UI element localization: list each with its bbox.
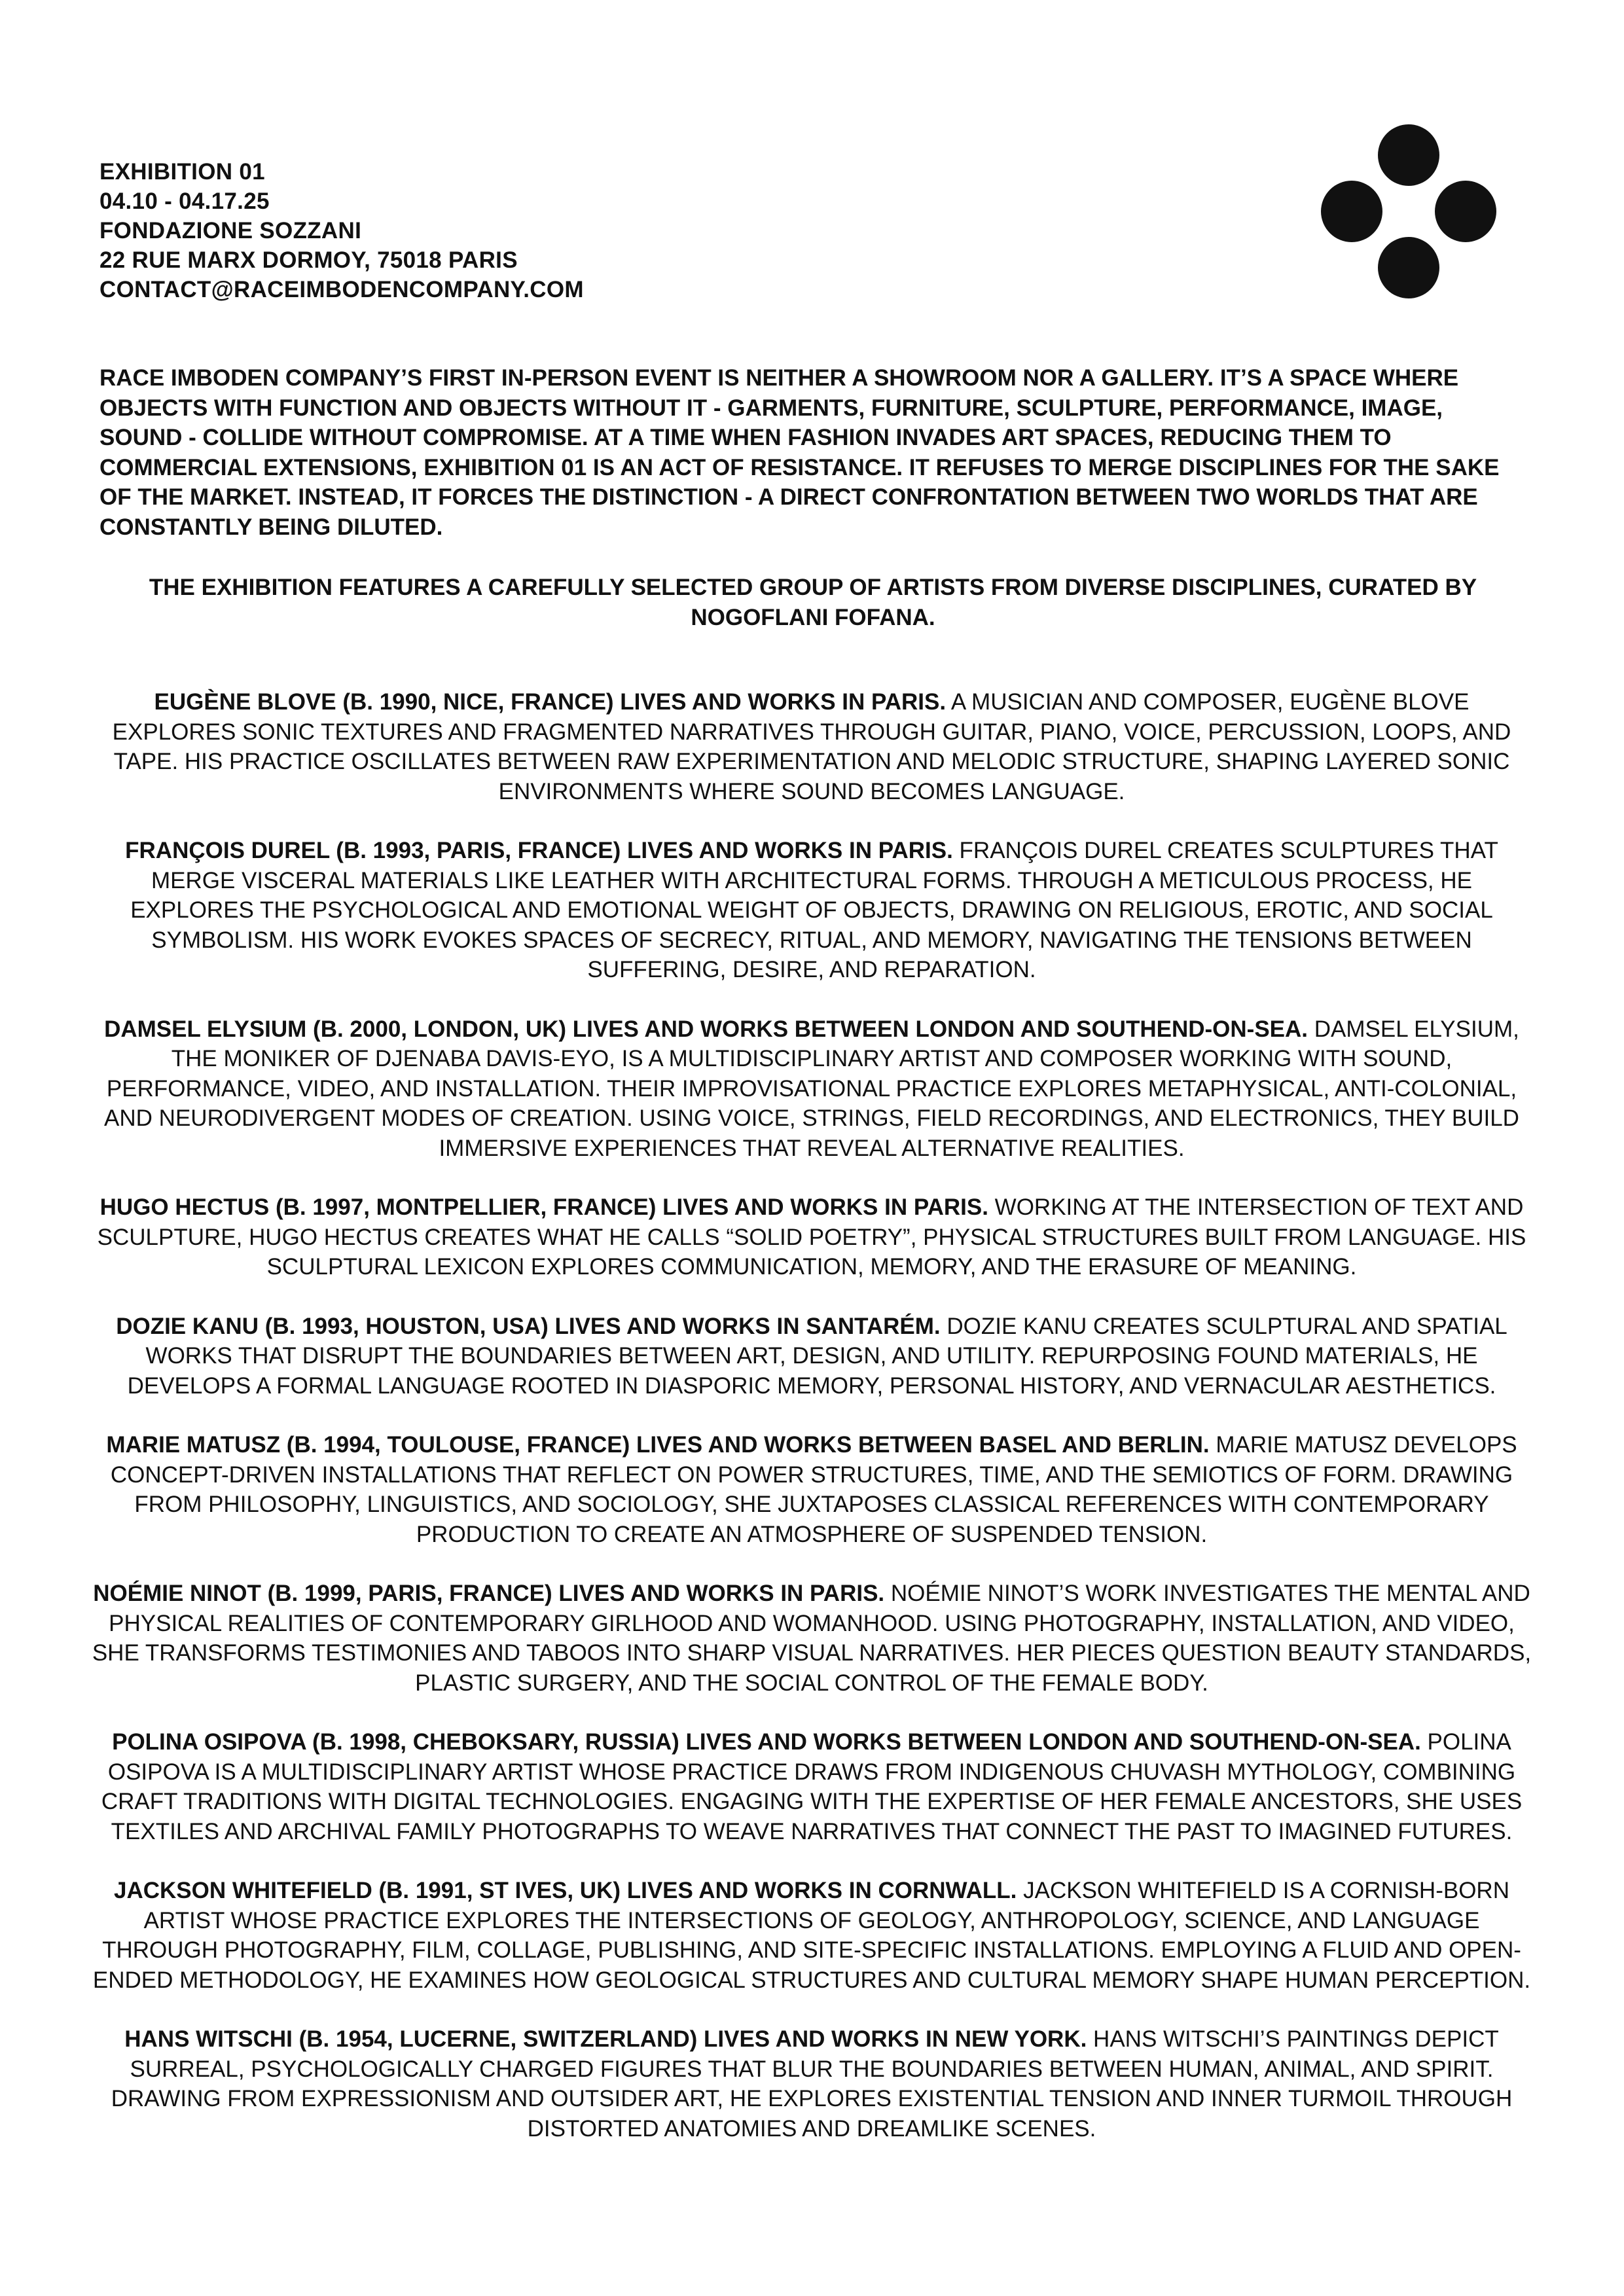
artist-description: FRANÇOIS DUREL CREATES SCULPTURES THAT MERGE VISCERAL MATERIALS LIKE LEATHER WITH ARCHITECTURAL FORMS. THROUGH A METICULOUS PROCESS, HE EXPLORES THE PSYCHOLOGICAL AND EMOTIONAL WEIGHT OF OBJECTS, DRAWING ON RELIGIOUS, EROTIC, AND SOCIAL SYMBOLISM. HIS WORK EVOKES SPACES OF SECRECY, RITUAL, AND MEMORY, NAVIGATING THE TENSIONS BETWEEN SUFFERING, DESIRE, AND REPARATION.: [130, 838, 1498, 982]
artist-heading: POLINA OSIPOVA (B. 1998, CHEBOKSARY, RUSSIA) LIVES AND WORKS BETWEEN LONDON AND SOUTHEND-ON-SEA.: [112, 1729, 1421, 1755]
artist-bio: [92, 1312, 1532, 1401]
artist-list: [92, 687, 1532, 2173]
artist-heading: HUGO HECTUS (B. 1997, MONTPELLIER, FRANCE) LIVES AND WORKS IN PARIS.: [99, 1194, 988, 1220]
artist-description: POLINA OSIPOVA IS A MULTIDISCIPLINARY ARTIST WHOSE PRACTICE DRAWS FROM INDIGENOUS CHUVASH MYTHOLOGY, COMBINING CRAFT TRADITIONS WITH DIGITAL TECHNOLOGIES. ENGAGING WITH THE EXPERTISE OF HER FEMALE ANCESTORS, SHE USES TEXTILES AND ARCHIVAL FAMILY PHOTOGRAPHS TO WEAVE NARRATIVES THAT CONNECT THE PAST TO IMAGINED FUTURES.: [101, 1729, 1523, 1844]
exhibition-venue: FONDAZIONE SOZZANI: [99, 218, 362, 243]
exhibition-header: [99, 157, 885, 304]
artist-heading: JACKSON WHITEFIELD (B. 1991, ST IVES, UK) LIVES AND WORKS IN CORNWALL.: [114, 1878, 1017, 1903]
artist-bio: [92, 687, 1532, 806]
logo-dot-left: [1321, 181, 1382, 242]
artist-bio: [92, 1579, 1532, 1698]
artist-bio: [92, 836, 1532, 985]
artist-description: DAMSEL ELYSIUM, THE MONIKER OF DJENABA DAVIS-EYO, IS A MULTIDISCIPLINARY ARTIST AND COMPOSER WORKING WITH SOUND, PERFORMANCE, VIDEO, AND INSTALLATION. THEIR IMPROVISATIONAL PRACTICE EXPLORES METAPHYSICAL, ANTI-COLONIAL, AND NEURODIVERGENT MODES OF CREATION. USING VOICE, STRINGS, FIELD RECORDINGS, AND ELECTRONICS, THEY BUILD IMMERSIVE EXPERIENCES THAT REVEAL ALTERNATIVE REALITIES.: [104, 1016, 1519, 1161]
artist-heading: FRANÇOIS DUREL (B. 1993, PARIS, FRANCE) LIVES AND WORKS IN PARIS.: [125, 838, 953, 863]
artist-heading: NOÉMIE NINOT (B. 1999, PARIS, FRANCE) LIVES AND WORKS IN PARIS.: [93, 1581, 885, 1606]
artist-description: A MUSICIAN AND COMPOSER, EUGÈNE BLOVE EXPLORES SONIC TEXTURES AND FRAGMENTED NARRATIVES THROUGH GUITAR, PIANO, VOICE, PERCUSSION, LOOPS, AND TAPE. HIS PRACTICE OSCILLATES BETWEEN RAW EXPERIMENTATION AND MELODIC STRUCTURE, SHAPING LAYERED SONIC ENVIRONMENTS WHERE SOUND BECOMES LANGUAGE.: [112, 689, 1511, 804]
exhibition-dates: 04.10 - 04.17.25: [99, 188, 270, 214]
intro-paragraph: RACE IMBODEN COMPANY’S FIRST IN-PERSON EVENT IS NEITHER A SHOWROOM NOR A GALLERY. IT’S A SPACE WHERE OBJECTS WITH FUNCTION AND OBJECTS WITHOUT IT - GARMENTS, FURNITURE, SCULPTURE, PERFORMANCE, IMAGE, SOUND - COLLIDE WITHOUT COMPROMISE. AT A TIME WHEN FASHION INVADES ART SPACES, REDUCING THEM TO COMMERCIAL EXTENSIONS, EXHIBITION 01 IS AN ACT OF RESISTANCE. IT REFUSES TO MERGE DISCIPLINES FOR THE SAKE OF THE MARKET. INSTEAD, IT FORCES THE DISTINCTION - A DIRECT CONFRONTATION BETWEEN TWO WORLDS THAT ARE CONSTANTLY BEING DILUTED.: [99, 365, 1500, 540]
artist-description: NOÉMIE NINOT’S WORK INVESTIGATES THE MENTAL AND PHYSICAL REALITIES OF CONTEMPORARY GIRLHOOD AND WOMANHOOD. USING PHOTOGRAPHY, INSTALLATION, AND VIDEO, SHE TRANSFORMS TESTIMONIES AND TABOOS INTO SHARP VISUAL NARRATIVES. HER PIECES QUESTION BEAUTY STANDARDS, PLASTIC SURGERY, AND THE SOCIAL CONTROL OF THE FEMALE BODY.: [92, 1581, 1532, 1696]
four-dots-logo-icon: [1316, 124, 1499, 308]
artist-bio: [92, 2024, 1532, 2144]
artist-bio: [92, 1014, 1532, 1164]
exhibition-address: 22 RUE MARX DORMOY, 75018 PARIS: [99, 247, 518, 273]
artist-heading: DAMSEL ELYSIUM (B. 2000, LONDON, UK) LIVES AND WORKS BETWEEN LONDON AND SOUTHEND-ON-SEA.: [104, 1016, 1308, 1042]
artist-heading: DOZIE KANU (B. 1993, HOUSTON, USA) LIVES AND WORKS IN SANTARÉM.: [116, 1313, 941, 1339]
exhibition-title: EXHIBITION 01: [99, 159, 265, 185]
artist-description: MARIE MATUSZ DEVELOPS CONCEPT-DRIVEN INSTALLATIONS THAT REFLECT ON POWER STRUCTURES, TIME, AND THE SEMIOTICS OF FORM. DRAWING FROM PHILOSOPHY, LINGUISTICS, AND SOCIOLOGY, SHE JUXTAPOSES CLASSICAL REFERENCES WITH CONTEMPORARY PRODUCTION TO CREATE AN ATMOSPHERE OF SUSPENDED TENSION.: [110, 1432, 1517, 1547]
artist-description: HANS WITSCHI’S PAINTINGS DEPICT SURREAL, PSYCHOLOGICALLY CHARGED FIGURES THAT BLUR THE BOUNDARIES BETWEEN HUMAN, ANIMAL, AND SPIRIT. DRAWING FROM EXPRESSIONISM AND OUTSIDER ART, HE EXPLORES EXISTENTIAL TENSION AND INNER TURMOIL THROUGH DISTORTED ANATOMIES AND DREAMLIKE SCENES.: [111, 2026, 1513, 2142]
artist-description: JACKSON WHITEFIELD IS A CORNISH-BORN ARTIST WHOSE PRACTICE EXPLORES THE INTERSECTIONS OF GEOLOGY, ANTHROPOLOGY, SCIENCE, AND LANGUAGE THROUGH PHOTOGRAPHY, FILM, COLLAGE, PUBLISHING, AND SITE-SPECIFIC INSTALLATIONS. EMPLOYING A FLUID AND OPEN-ENDED METHODOLOGY, HE EXAMINES HOW GEOLOGICAL STRUCTURES AND CULTURAL MEMORY SHAPE HUMAN PERCEPTION.: [92, 1878, 1531, 1993]
artist-heading: HANS WITSCHI (B. 1954, LUCERNE, SWITZERLAND) LIVES AND WORKS IN NEW YORK.: [124, 2026, 1087, 2052]
artist-bio: [92, 1193, 1532, 1282]
curated-by-paragraph: THE EXHIBITION FEATURES A CAREFULLY SELECTED GROUP OF ARTISTS FROM DIVERSE DISCIPLINES, CURATED BY NOGOFLANI FOFANA.: [149, 575, 1477, 630]
contact-email[interactable]: CONTACT@RACEIMBODENCOMPANY.COM: [99, 277, 584, 302]
logo-dot-right: [1435, 181, 1496, 242]
artist-heading: EUGÈNE BLOVE (B. 1990, NICE, FRANCE) LIVES AND WORKS IN PARIS.: [154, 689, 947, 715]
artist-bio: [92, 1876, 1532, 1995]
logo-dot-top: [1378, 124, 1439, 186]
logo-dot-bottom: [1378, 237, 1439, 298]
artist-bio: [92, 1727, 1532, 1846]
artist-heading: MARIE MATUSZ (B. 1994, TOULOUSE, FRANCE) LIVES AND WORKS BETWEEN BASEL AND BERLIN.: [106, 1432, 1210, 1458]
artist-bio: [92, 1430, 1532, 1549]
artist-description: WORKING AT THE INTERSECTION OF TEXT AND SCULPTURE, HUGO HECTUS CREATES WHAT HE CALLS “SOLID POETRY”, PHYSICAL STRUCTURES BUILT FROM LANGUAGE. HIS SCULPTURAL LEXICON EXPLORES COMMUNICATION, MEMORY, AND THE ERASURE OF MEANING.: [97, 1194, 1526, 1280]
artist-description: DOZIE KANU CREATES SCULPTURAL AND SPATIAL WORKS THAT DISRUPT THE BOUNDARIES BETWEEN ART, DESIGN, AND UTILITY. REPURPOSING FOUND MATERIALS, HE DEVELOPS A FORMAL LANGUAGE ROOTED IN DIASPORIC MEMORY, PERSONAL HISTORY, AND VERNACULAR AESTHETICS.: [127, 1313, 1507, 1399]
